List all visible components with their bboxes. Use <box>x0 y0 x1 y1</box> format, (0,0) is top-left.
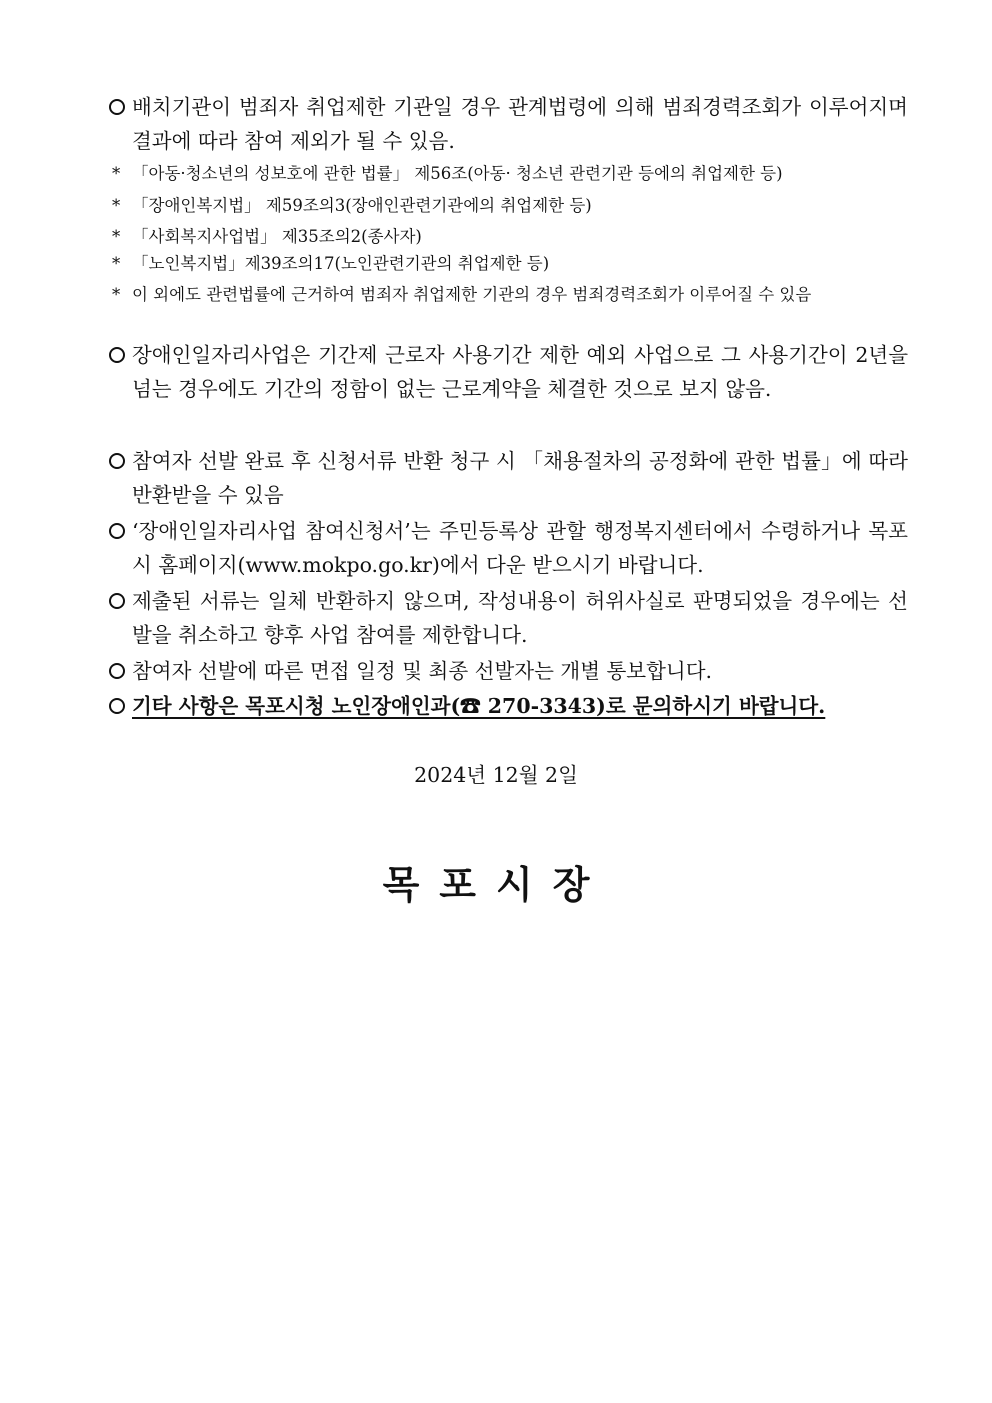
asterisk-marker: * <box>112 164 121 183</box>
circle-bullet-icon <box>108 654 132 688</box>
note-text: 「노인복지법」제39조의17(노인관련기관의 취업제한 등) <box>132 254 550 273</box>
contact-text: 기타 사항은 목포시청 노인장애인과(☎ 270-3343)로 문의하시기 바랍니다. <box>132 694 826 718</box>
issuer-signature: 목포시장 <box>382 863 610 907</box>
note-text: 「아동·청소년의 성보호에 관한 법률」 제56조(아동· 청소년 관련기관 등에의 취업제한 등) <box>132 164 783 183</box>
note-text: 「사회복지사업법」 제35조의2(종사자) <box>132 227 422 246</box>
note-line <box>112 251 912 277</box>
note-line <box>112 161 912 187</box>
circle-bullet-icon <box>108 90 132 124</box>
note-line <box>112 193 912 219</box>
issue-date: 2024년 12월 2일 <box>414 763 578 787</box>
notice-item-contact <box>108 689 908 723</box>
circle-bullet-icon <box>108 584 132 618</box>
circle-bullet-icon <box>108 689 132 723</box>
notice-item-text: 배치기관이 범죄자 취업제한 기관일 경우 관계법령에 의해 범죄경력조회가 이루어지며 결과에 따라 참여 제외가 될 수 있음. <box>132 95 908 153</box>
asterisk-marker: * <box>112 227 121 246</box>
note-text: 「장애인복지법」 제59조의3(장애인관련기관에의 취업제한 등) <box>132 196 592 215</box>
notice-item-document-return <box>108 444 908 512</box>
asterisk-marker: * <box>112 285 121 304</box>
note-line <box>112 282 912 308</box>
notice-item-interview <box>108 654 908 688</box>
notice-item-no-return <box>108 584 908 652</box>
notice-item-application-form <box>108 514 908 582</box>
asterisk-marker: * <box>112 196 121 215</box>
circle-bullet-icon <box>108 514 132 548</box>
circle-bullet-icon <box>108 444 132 478</box>
note-text: 이 외에도 관련법률에 근거하여 범죄자 취업제한 기관의 경우 범죄경력조회가 이루어질 수 있음 <box>132 285 812 304</box>
notice-item-contract-exception <box>108 338 908 406</box>
notice-item-criminal-check <box>108 90 908 158</box>
asterisk-marker: * <box>112 254 121 273</box>
notice-item-text: 참여자 선발 완료 후 신청서류 반환 청구 시 「채용절차의 공정화에 관한 법률」에 따라 반환받을 수 있음 <box>132 449 908 507</box>
circle-bullet-icon <box>108 338 132 372</box>
note-line <box>112 224 912 250</box>
notice-item-text: 참여자 선발에 따른 면접 일정 및 최종 선발자는 개별 통보합니다. <box>132 659 713 683</box>
notice-item-text: ‘장애인일자리사업 참여신청서’는 주민등록상 관할 행정복지센터에서 수령하거나 목포시 홈페이지(www.mokpo.go.kr)에서 다운 받으시기 바랍니다. <box>132 519 908 577</box>
notice-item-text: 장애인일자리사업은 기간제 근로자 사용기간 제한 예외 사업으로 그 사용기간이 2년을 넘는 경우에도 기간의 정함이 없는 근로계약을 체결한 것으로 보지 않음. <box>132 343 908 401</box>
notice-item-text: 제출된 서류는 일체 반환하지 않으며, 작성내용이 허위사실로 판명되었을 경우에는 선발을 취소하고 향후 사업 참여를 제한합니다. <box>132 589 908 647</box>
